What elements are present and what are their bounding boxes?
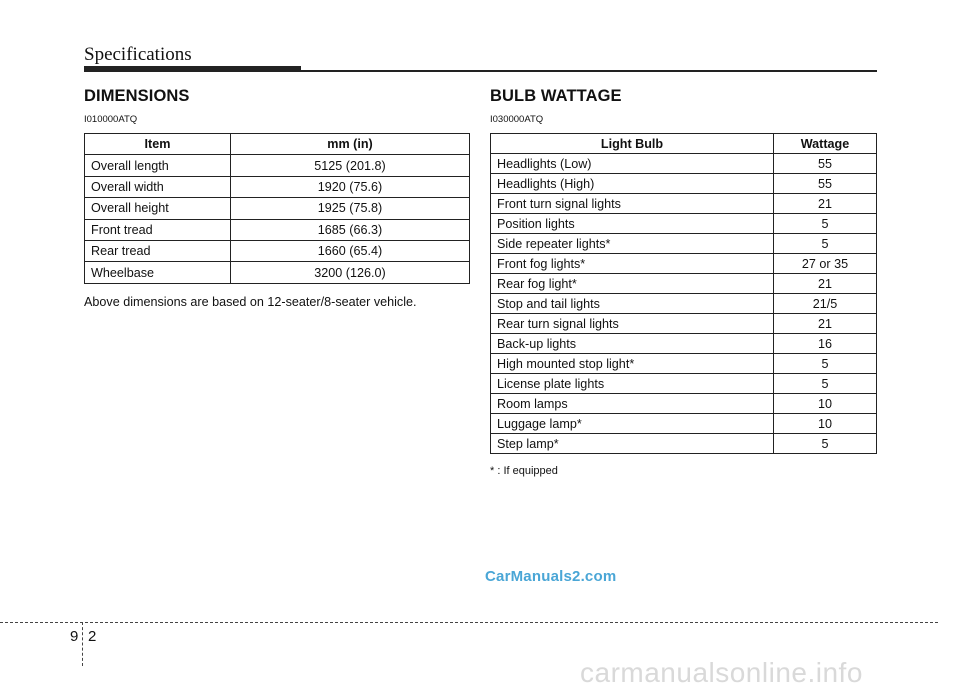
page-header-title: Specifications	[84, 44, 192, 65]
bulb-label-cell: Headlights (High)	[491, 174, 774, 194]
dimension-value-cell: 5125 (201.8)	[231, 155, 470, 176]
table-row	[491, 254, 877, 274]
footer-site-watermark: carmanualsonline.info	[580, 657, 863, 688]
page-number: 2	[88, 628, 97, 645]
dimensions-note: Above dimensions are based on 12-seater/8-seater vehicle.	[84, 295, 417, 309]
bulb-label-cell: High mounted stop light*	[491, 354, 774, 374]
header-rule-thin	[301, 70, 877, 72]
bulb-value-cell: 5	[774, 434, 877, 454]
table-row	[85, 176, 470, 197]
table-row	[491, 394, 877, 414]
column-header-item: Item	[85, 134, 231, 155]
bulb-label-cell: Side repeater lights*	[491, 234, 774, 254]
table-row	[491, 374, 877, 394]
table-row	[491, 194, 877, 214]
table-row	[85, 240, 470, 261]
footnote-if-equipped: * : If equipped	[490, 465, 558, 477]
column-header-wattage: Wattage	[774, 134, 877, 154]
bulb-value-cell: 5	[774, 234, 877, 254]
table-row	[85, 262, 470, 283]
dimension-label-cell: Overall height	[85, 198, 231, 219]
footer-dashed-rule	[0, 622, 938, 623]
bulb-label-cell: Step lamp*	[491, 434, 774, 454]
dimensions-table	[84, 133, 470, 284]
bulb-value-cell: 21/5	[774, 294, 877, 314]
dimension-label-cell: Overall width	[85, 176, 231, 197]
dimension-value-cell: 1685 (66.3)	[231, 219, 470, 240]
dimension-label-cell: Wheelbase	[85, 262, 231, 283]
bulb-label-cell: Front fog lights*	[491, 254, 774, 274]
bulb-value-cell: 5	[774, 214, 877, 234]
table-row	[85, 155, 470, 176]
table-row	[85, 198, 470, 219]
bulb-value-cell: 21	[774, 314, 877, 334]
dimension-label-cell: Overall length	[85, 155, 231, 176]
bulb-label-cell: Room lamps	[491, 394, 774, 414]
table-header-row	[85, 134, 470, 155]
header-rule-thick	[84, 66, 301, 72]
footer-dashed-divider	[82, 622, 83, 666]
bulb-label-cell: Rear fog light*	[491, 274, 774, 294]
dimension-label-cell: Rear tread	[85, 240, 231, 261]
table-row	[491, 414, 877, 434]
dimension-value-cell: 1925 (75.8)	[231, 198, 470, 219]
bulb-value-cell: 21	[774, 194, 877, 214]
bulb-label-cell: Stop and tail lights	[491, 294, 774, 314]
table-row	[491, 434, 877, 454]
column-header-mm: mm (in)	[231, 134, 470, 155]
bulb-value-cell: 5	[774, 374, 877, 394]
bulb-value-cell: 21	[774, 274, 877, 294]
dimension-value-cell: 3200 (126.0)	[231, 262, 470, 283]
bulb-label-cell: Back-up lights	[491, 334, 774, 354]
table-row	[491, 354, 877, 374]
bulb-value-cell: 10	[774, 414, 877, 434]
dimension-label-cell: Front tread	[85, 219, 231, 240]
table-row	[491, 314, 877, 334]
bulb-label-cell: Position lights	[491, 214, 774, 234]
chapter-number: 9	[70, 628, 79, 645]
bulb-value-cell: 5	[774, 354, 877, 374]
bulb-value-cell: 55	[774, 174, 877, 194]
bulb-label-cell: Headlights (Low)	[491, 154, 774, 174]
table-row	[491, 174, 877, 194]
dimension-value-cell: 1920 (75.6)	[231, 176, 470, 197]
dimension-value-cell: 1660 (65.4)	[231, 240, 470, 261]
column-header-light-bulb: Light Bulb	[491, 134, 774, 154]
bulb-value-cell: 16	[774, 334, 877, 354]
bulb-wattage-table	[490, 133, 877, 454]
bulb-value-cell: 55	[774, 154, 877, 174]
bulb-label-cell: Luggage lamp*	[491, 414, 774, 434]
bulb-label-cell: Rear turn signal lights	[491, 314, 774, 334]
watermark-link[interactable]: CarManuals2.com	[485, 568, 617, 585]
bulb-label-cell: Front turn signal lights	[491, 194, 774, 214]
table-row	[491, 334, 877, 354]
table-row	[491, 214, 877, 234]
table-header-row	[491, 134, 877, 154]
table-row	[491, 234, 877, 254]
table-row	[491, 274, 877, 294]
bulb-wattage-code: I030000ATQ	[490, 114, 544, 125]
table-row	[491, 154, 877, 174]
bulb-label-cell: License plate lights	[491, 374, 774, 394]
dimensions-code: I010000ATQ	[84, 114, 138, 125]
bulb-wattage-title: BULB WATTAGE	[490, 87, 622, 105]
bulb-value-cell: 27 or 35	[774, 254, 877, 274]
table-row	[85, 219, 470, 240]
dimensions-title: DIMENSIONS	[84, 87, 190, 105]
table-row	[491, 294, 877, 314]
bulb-value-cell: 10	[774, 394, 877, 414]
